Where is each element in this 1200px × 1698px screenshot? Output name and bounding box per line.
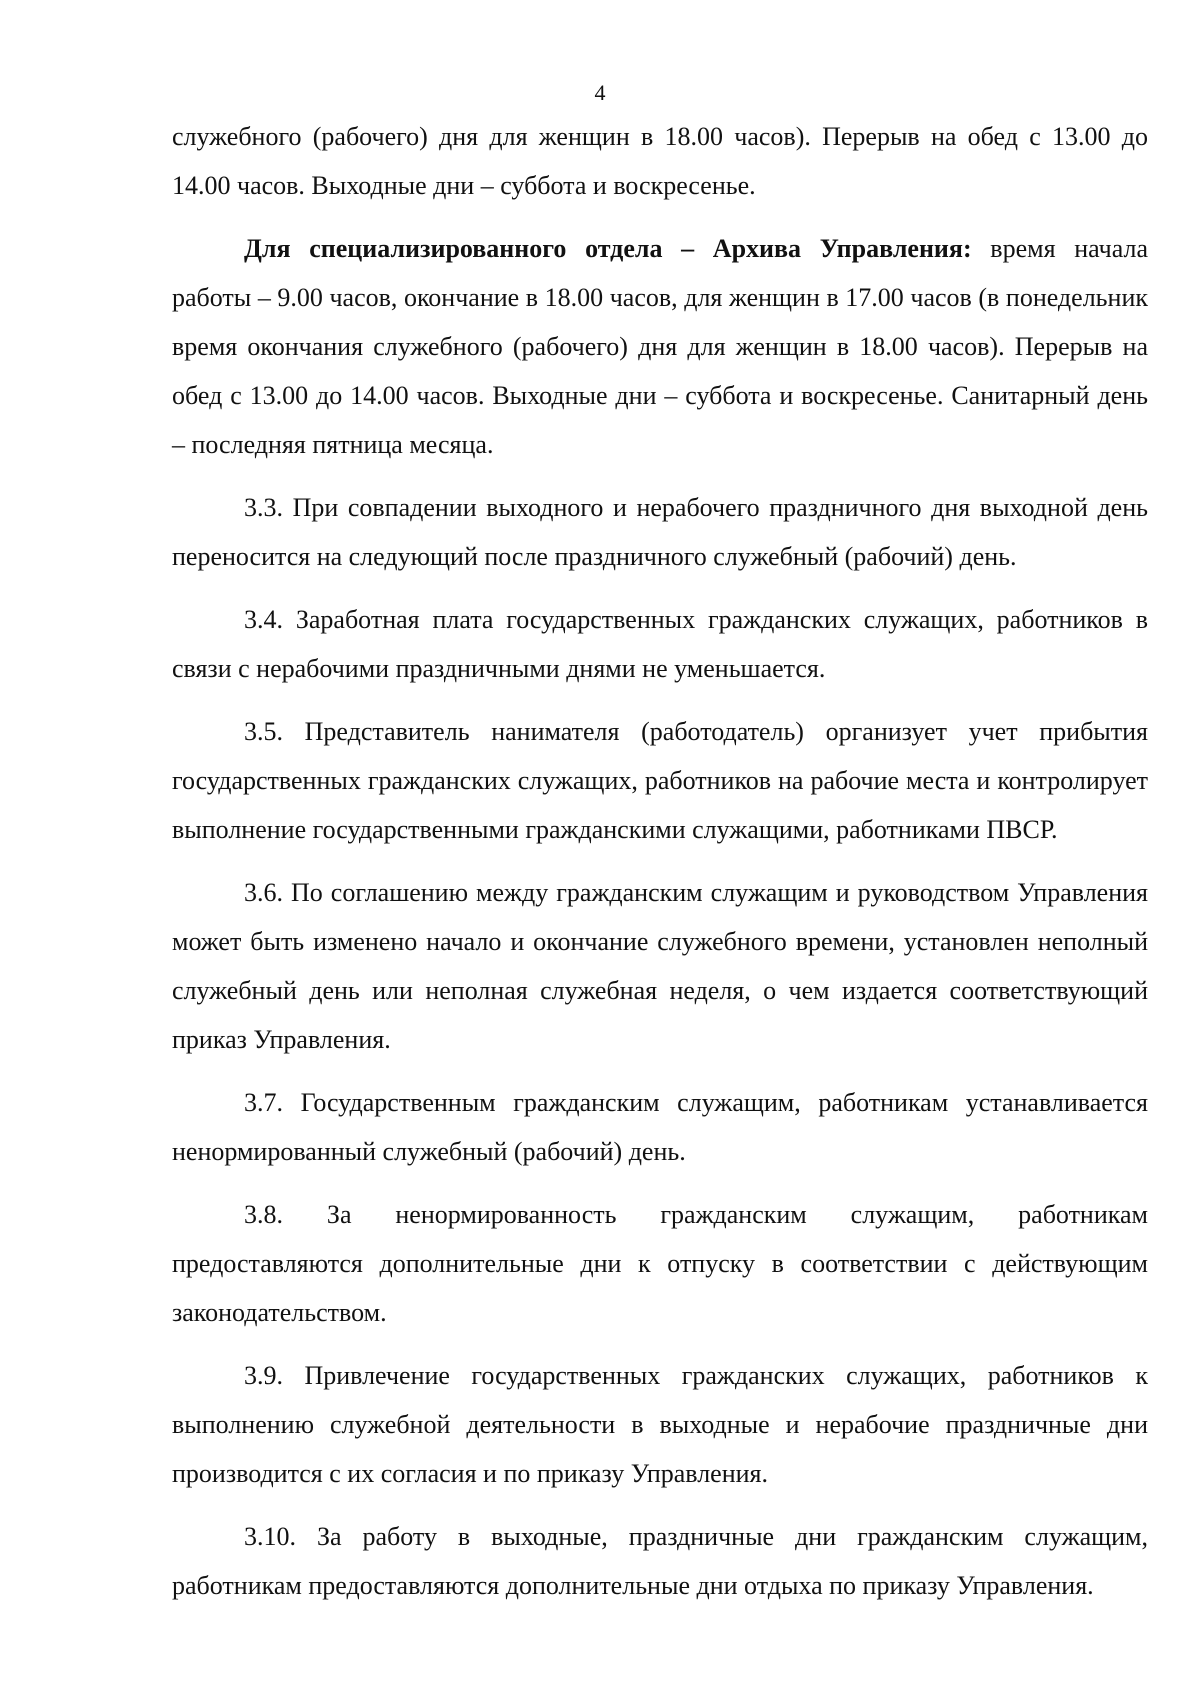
- paragraph-3-4: 3.4. Заработная плата государственных гражданских служащих, работников в связи с нерабочими праздничными днями не уменьшается.: [172, 605, 1148, 683]
- paragraph-3-6: 3.6. По соглашению между гражданским служащим и руководством Управления может быть изменено начало и окончание служебного времени, установлен неполный служебный день или неполная служебная неделя, о чем издается соответствующий приказ Управления.: [172, 878, 1148, 1054]
- archive-schedule-text: время начала работы – 9.00 часов, окончание в 18.00 часов, для женщин в 17.00 часов (в понедельник время окончания служебного (рабочего) дня для женщин в 18.00 часов). Перерыв на обед с 13.00 до 14.00 часов. Выходные дни – суббота и воскресенье. Санитарный день – последняя пятница месяца.: [172, 234, 1148, 459]
- page-number: 4: [594, 80, 606, 105]
- paragraph-3-5: 3.5. Представитель нанимателя (работодатель) организует учет прибытия государственных гражданских служащих, работников на рабочие места и контролирует выполнение государственными гражданскими служащими, работниками ПВСР.: [172, 717, 1148, 844]
- archive-heading: Для специализированного отдела – Архива Управления:: [244, 234, 972, 263]
- paragraph-3-8: 3.8. За ненормированность гражданским служащим, работникам предоставляются дополнительные дни к отпуску в соответствии с действующим законодательством.: [172, 1200, 1148, 1327]
- paragraph-continuation: служебного (рабочего) дня для женщин в 18.00 часов). Перерыв на обед с 13.00 до 14.00 часов. Выходные дни – суббота и воскресенье.: [172, 122, 1148, 200]
- paragraph-3-10: 3.10. За работу в выходные, праздничные дни гражданским служащим, работникам предоставляются дополнительные дни отдыха по приказу Управления.: [172, 1522, 1148, 1600]
- paragraph-3-9: 3.9. Привлечение государственных гражданских служащих, работников к выполнению служебной деятельности в выходные и нерабочие праздничные дни производится с их согласия и по приказу Управления.: [172, 1361, 1148, 1488]
- document-body: [172, 112, 1148, 1624]
- paragraph-3-3: 3.3. При совпадении выходного и нерабочего праздничного дня выходной день переносится на следующий после праздничного служебный (рабочий) день.: [172, 493, 1148, 571]
- paragraph-archive-schedule: [172, 224, 1148, 469]
- paragraph-3-7: 3.7. Государственным гражданским служащим, работникам устанавливается ненормированный служебный (рабочий) день.: [172, 1088, 1148, 1166]
